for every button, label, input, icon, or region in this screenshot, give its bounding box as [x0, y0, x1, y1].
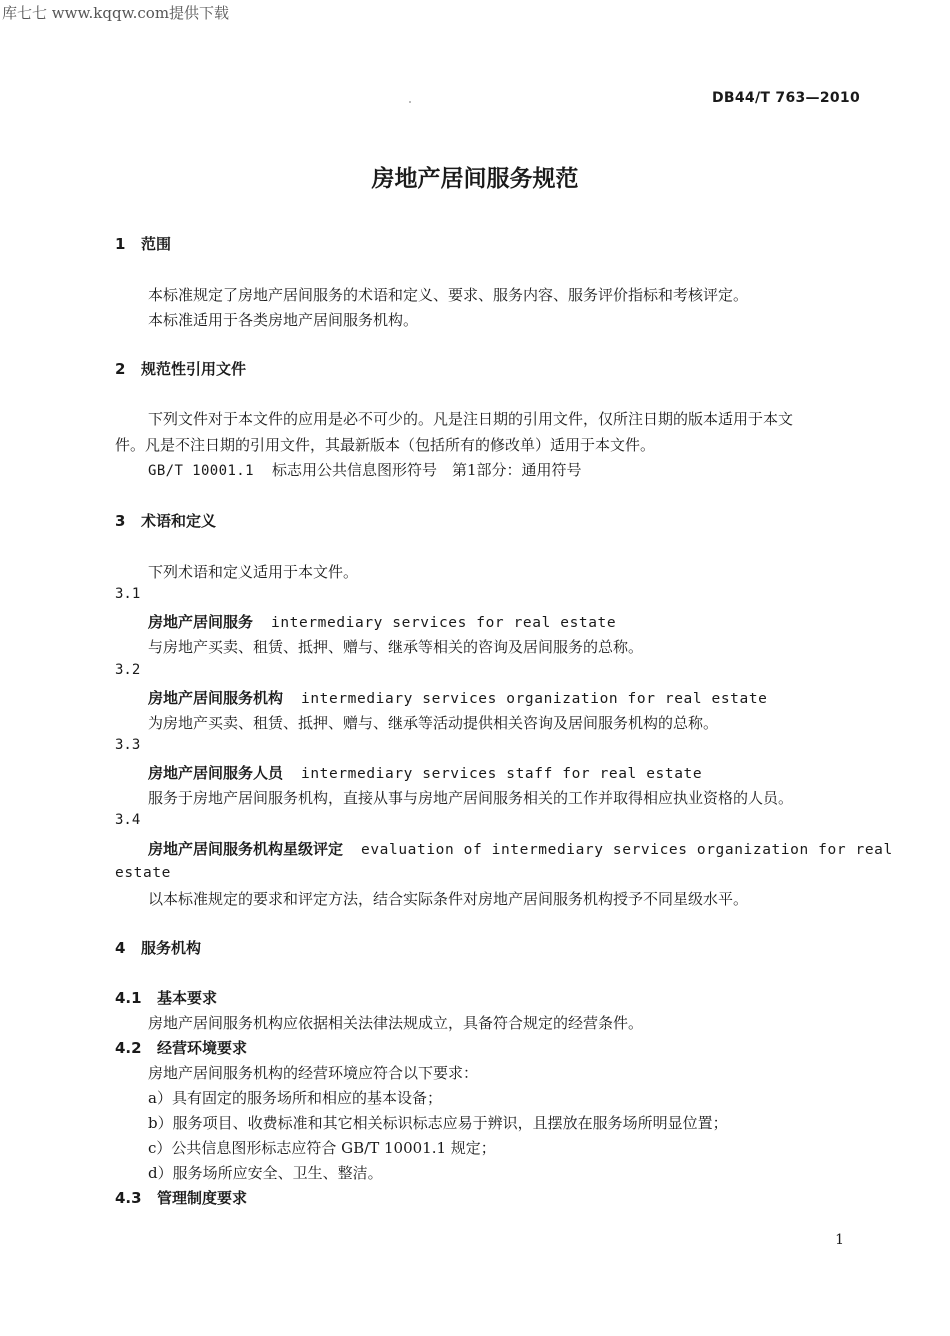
section-3-heading	[115, 510, 216, 531]
section-title: 术语和定义	[141, 512, 217, 530]
section-1-paragraph-1: 本标准规定了房地产居间服务的术语和定义、要求、服务内容、服务评价指标和考核评定。	[148, 286, 749, 304]
section-3-intro: 下列术语和定义适用于本文件。	[148, 563, 359, 581]
section-2-paragraph-line-1: 下列文件对于本文件的应用是必不可少的。凡是注日期的引用文件，仅所注日期的版本适用于本文	[148, 410, 794, 428]
subsection-title: 管理制度要求	[157, 1189, 248, 1207]
term-english: intermediary services for real estate	[271, 615, 617, 631]
term-english: intermediary services staff for real estate	[301, 766, 703, 782]
subsection-number: 4.1	[115, 989, 142, 1007]
term-3-3-heading	[148, 762, 702, 783]
term-3-4-heading	[148, 838, 893, 859]
term-english: evaluation of intermediary services organization for real	[361, 842, 893, 858]
page-title: 房地产居间服务规范	[371, 166, 579, 192]
subsection-number: 4.3	[115, 1189, 142, 1207]
term-3-2-definition: 为房地产买卖、租赁、抵押、赠与、继承等活动提供相关咨询及居间服务机构的总称。	[148, 714, 719, 732]
subsection-4-3-heading	[115, 1187, 247, 1208]
page-number: 1	[835, 1232, 844, 1248]
term-chinese: 房地产居间服务	[148, 613, 254, 631]
term-3-2-heading	[148, 687, 768, 708]
section-number: 2	[115, 360, 126, 378]
section-1-heading	[115, 233, 171, 254]
subsection-title: 基本要求	[157, 989, 218, 1007]
subsection-4-1-heading	[115, 987, 217, 1008]
term-chinese: 房地产居间服务机构	[148, 689, 284, 707]
term-3-4-number: 3.4	[115, 812, 141, 828]
subsection-4-1-paragraph: 房地产居间服务机构应依据相关法律法规成立，具备符合规定的经营条件。	[148, 1014, 644, 1032]
list-item: d）服务场所应安全、卫生、整洁。	[148, 1164, 383, 1182]
term-3-1-definition: 与房地产买卖、租赁、抵押、赠与、继承等相关的咨询及居间服务的总称。	[148, 638, 644, 656]
term-3-1-heading	[148, 611, 616, 632]
section-1-paragraph-2: 本标准适用于各类房地产居间服务机构。	[148, 311, 419, 329]
list-item: a）具有固定的服务场所和相应的基本设备；	[148, 1089, 442, 1107]
section-4-heading	[115, 937, 201, 958]
reference-code: GB/T 10001.1	[148, 463, 254, 479]
section-title: 范围	[141, 235, 172, 253]
subsection-number: 4.2	[115, 1039, 142, 1057]
section-number: 4	[115, 939, 126, 957]
subsection-4-2-intro: 房地产居间服务机构的经营环境应符合以下要求：	[148, 1064, 479, 1082]
subsection-4-2-heading	[115, 1037, 247, 1058]
section-number: 3	[115, 512, 126, 530]
subsection-title: 经营环境要求	[157, 1039, 248, 1057]
watermark: 库七七 www.kqqw.com提供下载	[2, 4, 230, 22]
list-item: b）服务项目、收费标准和其它相关标识标志应易于辨识，且摆放在服务场所明显位置；	[148, 1114, 728, 1132]
term-english-continued: estate	[115, 865, 171, 881]
term-3-1-number: 3.1	[115, 586, 141, 602]
term-3-4-definition: 以本标准规定的要求和评定方法，结合实际条件对房地产居间服务机构授予不同星级水平。	[148, 890, 749, 908]
section-title: 规范性引用文件	[141, 360, 247, 378]
list-item: c）公共信息图形标志应符合 GB/T 10001.1 规定；	[148, 1139, 496, 1157]
section-2-paragraph-line-2: 件。凡是不注日期的引用文件，其最新版本（包括所有的修改单）适用于本文件。	[115, 436, 656, 454]
term-3-3-number: 3.3	[115, 737, 141, 753]
term-3-4-heading-continued	[115, 863, 171, 881]
document-number: DB44/T 763—2010	[712, 90, 860, 106]
section-number: 1	[115, 235, 126, 253]
term-chinese: 房地产居间服务机构星级评定	[148, 840, 344, 858]
term-3-2-number: 3.2	[115, 662, 141, 678]
section-title: 服务机构	[141, 939, 202, 957]
term-english: intermediary services organization for real estate	[301, 691, 768, 707]
term-3-3-definition: 服务于房地产居间服务机构，直接从事与房地产居间服务相关的工作并取得相应执业资格的人员。	[148, 789, 794, 807]
scan-speck	[409, 101, 411, 103]
section-2-heading	[115, 358, 246, 379]
reference-title: 标志用公共信息图形符号 第1部分：通用符号	[271, 461, 582, 479]
normative-reference	[148, 459, 582, 480]
term-chinese: 房地产居间服务人员	[148, 764, 284, 782]
